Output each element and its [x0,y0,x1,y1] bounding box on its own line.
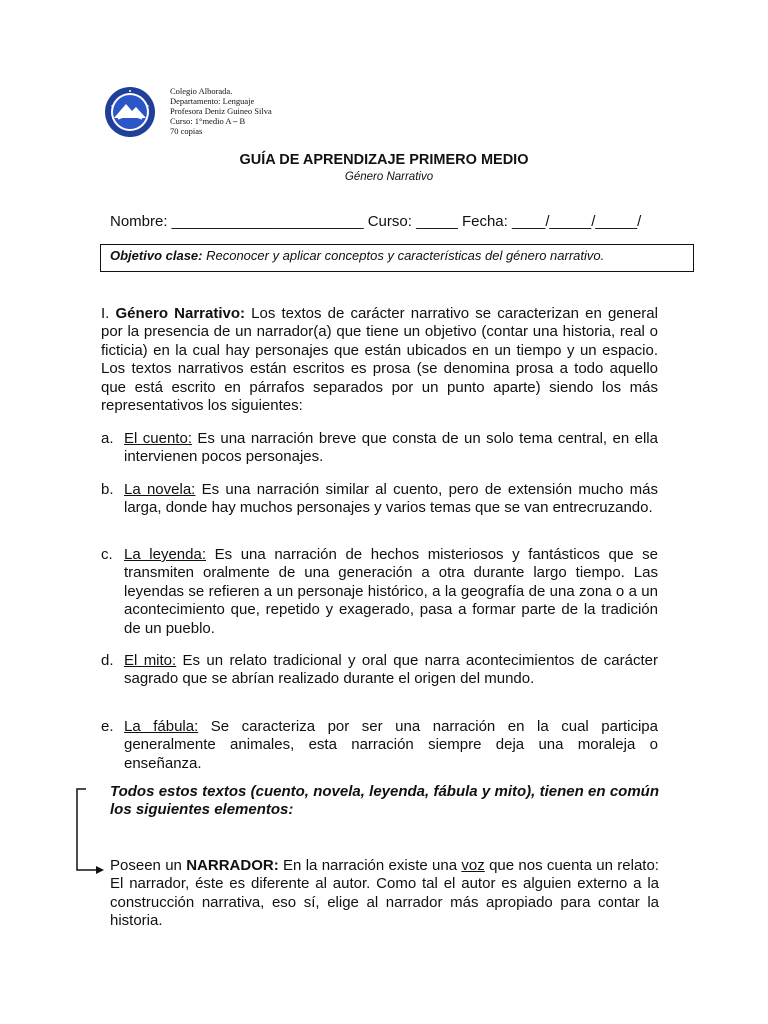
item-term: El mito: [124,652,177,669]
page-subtitle: Género Narrativo [344,171,434,183]
item-term: La fábula: [124,718,199,735]
objective-label: Objetivo clase: [110,248,203,263]
intro-heading: Género Narrativo: [115,305,245,322]
item-term: El cuento: [124,430,192,447]
bracket-arrow-icon [74,787,114,887]
narrador-heading: NARRADOR: [186,857,279,874]
course: Curso: 1°medio A – B [170,116,246,126]
item-term: La novela: [124,481,196,498]
page-title: GUÍA DE APRENDIZAJE PRIMERO MEDIO [239,152,529,168]
list-item: e. La fábula: Se caracteriza por ser una narración en la cual participa generalmente animales, esta narración siempre deja una moraleja o enseñanza. [101,718,658,772]
list-item: b. La novela: Es una narración similar al cuento, pero de extensión mucho más larga, donde hay muchos personajes y varios temas que se van entrecruzando. [101,481,658,517]
item-term: La leyenda: [124,546,206,563]
school-name: Colegio Alborada. [170,86,233,96]
copies: 70 copias [170,126,203,136]
teacher-name: Profesora Deniz Guineo Silva [170,106,272,116]
list-item: a. El cuento: Es una narración breve que consta de un solo tema central, en ella intervienen pocos personajes. [101,430,658,466]
list-item: c. La leyenda: Es una narración de hechos misteriosos y fantásticos que se transmiten oralmente de una generación a otra durante largo tiempo. Las leyendas se refieren a un personaje histórico, a la geografía de una zona o a un acontecimiento que, repetido y exagerado, pasa a formar parte de la tradición de un pueblo. [101,546,658,637]
list-item: d. El mito: Es un relato tradicional y oral que narra acontecimientos de carácter sagrado que se abrían realizado durante el origen del mundo. [101,652,658,688]
intro-paragraph: I. Género Narrativo: Los textos de carácter narrativo se caracterizan en general por la presencia de un narrador(a) que tiene un objetivo (contar una historia, real o ficticia) en la cual hay personajes que están ubicados en un tiempo y un espacio. Los textos narrativos están escritos es prosa (se denomina prosa a todo aquello que está escrito en párrafos separados por un punto aparte) siendo los más representativos los siguientes: [101,305,658,415]
school-header [170,86,272,136]
student-fields-line: Nombre: _______________________ Curso: _____ Fecha: ____/_____/_____/ [110,213,642,230]
narrador-paragraph: Poseen un NARRADOR: En la narración existe una voz que nos cuenta un relato: El narrador, éste es diferente al autor. Como tal el autor es alguien externo a la construcción narrativa, eso sí, elige al narrador más apropiado para contar la historia. [110,857,659,930]
department: Departamento: Lenguaje [170,96,255,106]
objective-text: Reconocer y aplicar conceptos y características del género narrativo. [202,248,605,263]
school-logo-icon [104,86,156,138]
voz-term: voz [461,857,485,874]
common-elements-heading: Todos estos textos (cuento, novela, leyenda, fábula y mito), tienen en común los siguientes elementos: [110,783,659,819]
objective-box [100,244,694,272]
